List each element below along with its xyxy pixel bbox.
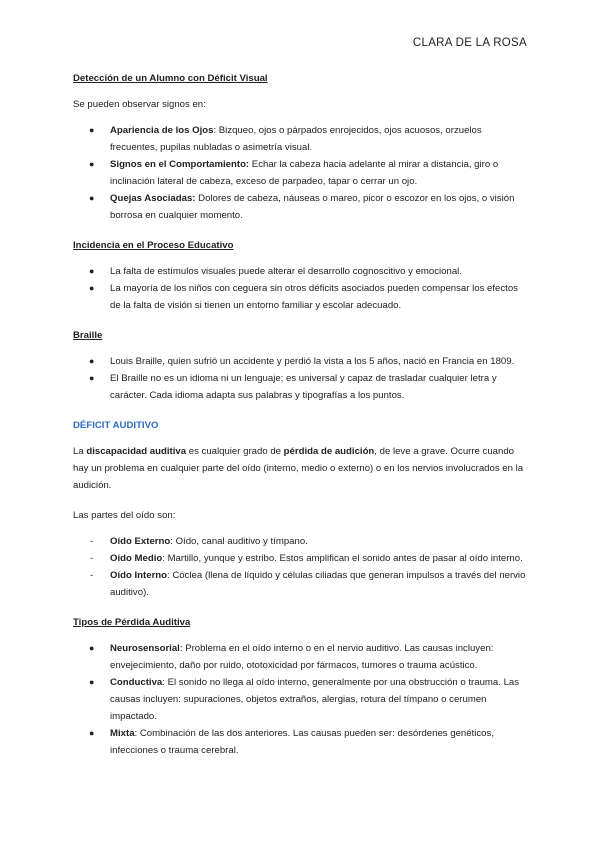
list-item bbox=[73, 725, 531, 759]
item-term: Oído Medio bbox=[110, 553, 163, 564]
bullet-icon: ● bbox=[89, 159, 95, 169]
section-title-hearing-loss-types: Tipos de Pérdida Auditiva bbox=[73, 617, 191, 628]
item-text: : Martillo, yunque y estribo. Estos amplifican el sonido antes de pasar al oído interno. bbox=[162, 553, 523, 564]
section-title-braille: Braille bbox=[73, 330, 103, 341]
item-text: Echar la cabeza hacia adelante al mirar a distancia, giro o inclinación lateral de cabeza, exceso de parpadeo, tapar o cerrar un ojo. bbox=[110, 159, 499, 187]
dash-icon: - bbox=[90, 570, 94, 581]
bullet-icon: ● bbox=[89, 373, 95, 383]
list-item bbox=[73, 674, 531, 725]
item-term: Mixta bbox=[110, 728, 135, 739]
bullet-icon: ● bbox=[89, 356, 95, 366]
list-item bbox=[73, 353, 531, 370]
bullet-icon: ● bbox=[89, 643, 95, 653]
item-text: La mayoría de los niños con ceguera sin otros déficits asociados pueden compensar los efectos de la falta de visión si tienen un entorno familiar y escolar adecuado. bbox=[110, 283, 518, 311]
braille-list bbox=[73, 353, 531, 404]
list-item bbox=[73, 550, 531, 567]
dash-icon: - bbox=[90, 536, 94, 547]
list-item bbox=[73, 370, 531, 404]
hearing-loss-list bbox=[73, 640, 531, 759]
item-term: Quejas Asociadas: bbox=[110, 193, 196, 204]
list-item bbox=[73, 122, 531, 156]
list-item bbox=[73, 156, 531, 190]
list-item bbox=[73, 263, 531, 280]
list-item bbox=[73, 190, 531, 224]
list-item bbox=[73, 640, 531, 674]
section-intro: Las partes del oído son: bbox=[73, 510, 176, 521]
item-text: : Problema en el oído interno o en el nervio auditivo. Las causas incluyen: envejecimiento, daño por ruido, ototoxicidad por fármacos, tumores o trauma acústico. bbox=[110, 643, 494, 671]
list-item bbox=[73, 280, 531, 314]
item-text: Louis Braille, quien sufrió un accidente y perdió la vista a los 5 años, nació en Francia en 1809. bbox=[110, 356, 515, 367]
ear-parts-list bbox=[73, 533, 531, 601]
item-text: : Bizqueo, ojos o párpados enrojecidos, ojos acuosos, orzuelos frecuentes, pupilas nubladas o asimetría visual. bbox=[110, 125, 482, 153]
item-term: Conductiva bbox=[110, 677, 163, 688]
item-text: : Oído, canal auditivo y tímpano. bbox=[170, 536, 308, 547]
section-title-visual-detection: Detección de un Alumno con Déficit Visual bbox=[73, 73, 268, 84]
visual-signs-list bbox=[73, 122, 531, 224]
item-term: Neurosensorial bbox=[110, 643, 180, 654]
item-term: Apariencia de los Ojos bbox=[110, 125, 214, 136]
item-text: : El sonido no llega al oído interno, generalmente por una obstrucción o trauma. Las causas incluyen: supuraciones, objetos extraños, alergias, rotura del tímpano o cerumen impactado. bbox=[110, 677, 520, 722]
section-intro: Se pueden observar signos en: bbox=[73, 99, 206, 110]
impact-list bbox=[73, 263, 531, 314]
section-title-educational-impact: Incidencia en el Proceso Educativo bbox=[73, 240, 234, 251]
bullet-icon: ● bbox=[89, 728, 95, 738]
item-text: : Cóclea (llena de líquido y células ciliadas que generan impulsos a través del nervio auditivo). bbox=[110, 570, 526, 598]
hearing-definition: La discapacidad auditiva es cualquier grado de pérdida de audición, de leve a grave. Ocurre cuando hay un problema en cualquier parte del oído (interno, medio o externo) o en los nervios involucrados en la audición. bbox=[73, 446, 524, 491]
dash-icon: - bbox=[90, 553, 94, 564]
author-name: CLARA DE LA ROSA bbox=[412, 37, 527, 49]
bullet-icon: ● bbox=[89, 125, 95, 135]
bullet-icon: ● bbox=[89, 283, 95, 293]
bullet-icon: ● bbox=[89, 193, 95, 203]
item-text: El Braille no es un idioma ni un lenguaje; es universal y capaz de trasladar cualquier letra y carácter. Cada idioma adapta sus palabras y tipografías a los puntos. bbox=[110, 373, 497, 401]
list-item bbox=[73, 567, 531, 601]
item-text: Dolores de cabeza, náuseas o mareo, picor o escozor en los ojos, o visión borrosa en cualquier momento. bbox=[110, 193, 515, 221]
bullet-icon: ● bbox=[89, 677, 95, 687]
item-text: : Combinación de las dos anteriores. Las causas pueden ser: desórdenes genéticos, infecciones o trauma cerebral. bbox=[110, 728, 494, 756]
bullet-icon: ● bbox=[89, 266, 95, 276]
section-title-hearing-deficit: DÉFICIT AUDITIVO bbox=[73, 420, 159, 431]
item-text: La falta de estímulos visuales puede alterar el desarrollo cognoscitivo y emocional. bbox=[110, 266, 462, 277]
item-term: Oído Externo bbox=[110, 536, 171, 547]
item-term: Signos en el Comportamiento: bbox=[110, 159, 250, 170]
item-term: Oído Interno bbox=[110, 570, 168, 581]
document-body bbox=[73, 70, 531, 759]
list-item bbox=[73, 533, 531, 550]
